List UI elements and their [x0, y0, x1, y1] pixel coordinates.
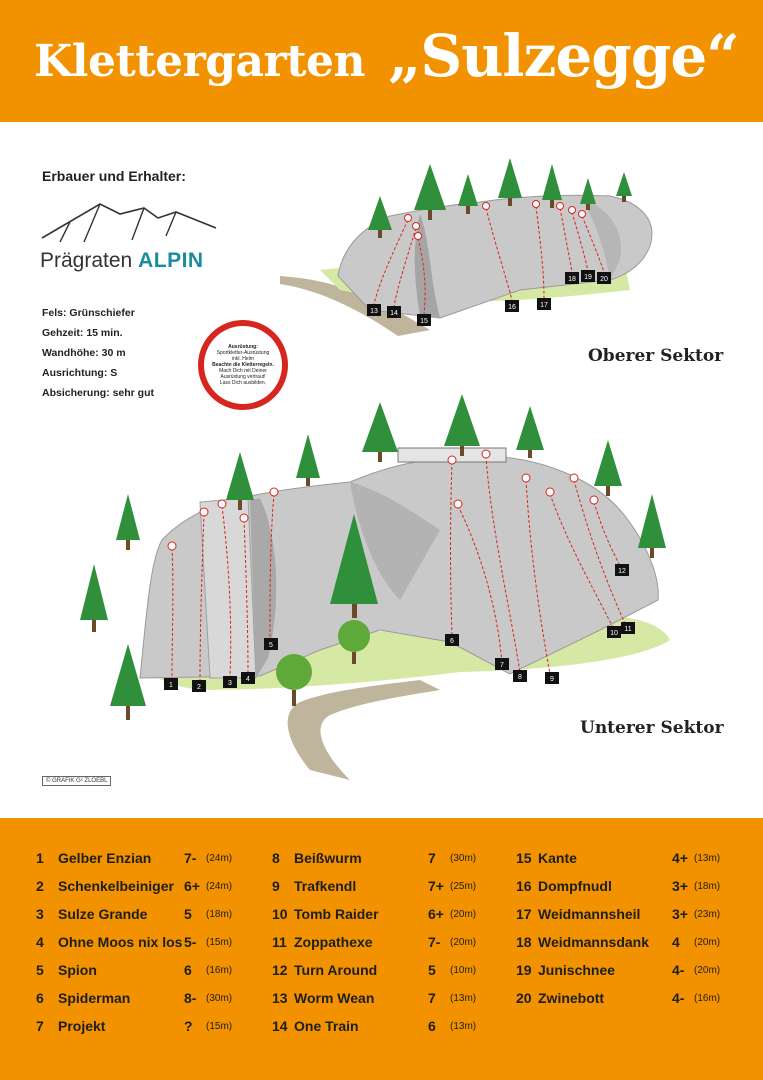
route-number: 14 [272, 1018, 288, 1034]
fact-wall-height: Wandhöhe: 30 m [42, 347, 126, 359]
route-grade: 7- [428, 934, 441, 950]
fact-protection: Absicherung: sehr gut [42, 387, 155, 399]
route-marker-3 [223, 676, 237, 688]
route-name: Trafkendl [294, 878, 357, 894]
route-number: 16 [516, 878, 532, 894]
route-marker-8 [513, 670, 527, 682]
fact-rock: Fels: Grünschiefer [42, 307, 135, 319]
route-grade: 7 [428, 990, 436, 1006]
route-row-11 [272, 934, 502, 952]
builder-label: Erbauer und Erhalter: [42, 168, 186, 184]
route-name: Projekt [58, 1018, 106, 1034]
notice-line-1: Ausrüstung: [228, 344, 258, 350]
route-row-14 [272, 1018, 502, 1036]
upper-sector-label: Oberer Sektor [588, 346, 724, 366]
route-marker-16 [505, 300, 519, 312]
route-marker-10 [607, 626, 621, 638]
route-length: (13m) [450, 993, 477, 1004]
route-name: Dompfnudl [538, 878, 612, 894]
route-number: 3 [36, 906, 44, 922]
svg-text:15: 15 [420, 318, 428, 325]
svg-text:11: 11 [624, 626, 632, 633]
route-name: Gelber Enzian [58, 850, 152, 866]
copyright-note: © GRAFIK G² ZLOEBL [42, 776, 111, 786]
route-number: 13 [272, 990, 288, 1006]
route-grade: 3+ [672, 878, 688, 894]
header-banner [0, 0, 763, 122]
svg-text:13: 13 [370, 308, 378, 315]
svg-text:1: 1 [169, 682, 173, 689]
notice-line-3: inkl. Helm [232, 356, 254, 362]
svg-text:12: 12 [618, 568, 626, 575]
svg-text:8: 8 [518, 674, 522, 681]
title-sulzegge: „Sulzegge“ [388, 22, 739, 90]
notice-line-4: Beachte die Kletterregeln. [212, 362, 274, 368]
route-marker-19 [581, 270, 595, 282]
logo-text-main: Prägraten [40, 249, 133, 272]
route-name: Weidmannsheil [538, 906, 641, 922]
route-row-15 [516, 850, 746, 868]
mountain-outline-icon [40, 198, 220, 246]
route-number: 15 [516, 850, 532, 866]
route-row-3 [36, 906, 266, 924]
notice-line-7: Lass Dich ausbilden. [219, 380, 267, 386]
route-marker-7 [495, 658, 509, 670]
svg-text:5: 5 [269, 642, 273, 649]
route-grade: ? [184, 1018, 193, 1034]
route-name: Tomb Raider [294, 906, 379, 922]
svg-text:18: 18 [568, 276, 576, 283]
route-row-10 [272, 906, 502, 924]
route-row-12 [272, 962, 502, 980]
route-name: Kante [538, 850, 577, 866]
route-name: Zwinebott [538, 990, 605, 1006]
route-grade: 3+ [672, 906, 688, 922]
route-number: 19 [516, 962, 532, 978]
svg-text:6: 6 [450, 638, 454, 645]
svg-text:19: 19 [584, 274, 592, 281]
route-length: (30m) [206, 993, 233, 1004]
fact-orientation: Ausrichtung: S [42, 367, 118, 379]
route-name: Junischnee [538, 962, 616, 978]
route-name: Ohne Moos nix los [58, 934, 183, 950]
route-marker-1 [164, 678, 178, 690]
route-length: (20m) [450, 909, 477, 920]
route-grade: 4+ [672, 850, 688, 866]
route-list-footer [0, 818, 763, 1080]
logo-text [40, 249, 204, 273]
fact-approach: Gehzeit: 15 min. [42, 327, 123, 339]
route-length: (10m) [450, 965, 477, 976]
route-marker-9 [545, 672, 559, 684]
route-number: 10 [272, 906, 288, 922]
route-length: (24m) [206, 853, 233, 864]
route-length: (30m) [450, 853, 477, 864]
route-row-2 [36, 878, 266, 896]
route-name: Spion [58, 962, 97, 978]
route-row-18 [516, 934, 746, 952]
route-grade: 6+ [428, 906, 444, 922]
route-row-8 [272, 850, 502, 868]
route-name: Worm Wean [294, 990, 375, 1006]
svg-text:20: 20 [600, 276, 608, 283]
route-length: (16m) [206, 965, 233, 976]
route-row-6 [36, 990, 266, 1008]
svg-text:4: 4 [246, 676, 250, 683]
svg-text:17: 17 [540, 302, 548, 309]
route-length: (20m) [450, 937, 477, 948]
route-grade: 6 [428, 1018, 436, 1034]
route-number: 20 [516, 990, 532, 1006]
route-row-20 [516, 990, 746, 1008]
route-name: Sulze Grande [58, 906, 148, 922]
logo-text-accent: ALPIN [138, 249, 204, 272]
route-marker-2 [192, 680, 206, 692]
route-grade: 5- [184, 934, 197, 950]
route-number: 8 [272, 850, 280, 866]
route-length: (15m) [206, 1021, 233, 1032]
route-length: (13m) [694, 853, 721, 864]
route-name: Turn Around [294, 962, 378, 978]
route-number: 5 [36, 962, 44, 978]
route-length: (18m) [694, 881, 721, 892]
route-row-17 [516, 906, 746, 924]
svg-text:3: 3 [228, 680, 232, 687]
route-grade: 6 [184, 962, 192, 978]
route-grade: 5 [184, 906, 192, 922]
route-length: (13m) [450, 1021, 477, 1032]
route-length: (18m) [206, 909, 233, 920]
route-length: (20m) [694, 965, 721, 976]
svg-text:7: 7 [500, 662, 504, 669]
route-length: (23m) [694, 909, 721, 920]
lower-sector-label: Unterer Sektor [580, 718, 724, 738]
route-marker-11 [621, 622, 635, 634]
route-row-13 [272, 990, 502, 1008]
route-row-5 [36, 962, 266, 980]
route-name: One Train [294, 1018, 359, 1034]
route-grade: 7 [428, 850, 436, 866]
crag-facts [42, 303, 154, 403]
route-marker-6 [445, 634, 459, 646]
route-number: 12 [272, 962, 288, 978]
route-marker-20 [597, 272, 611, 284]
route-grade: 8- [184, 990, 197, 1006]
svg-text:9: 9 [550, 676, 554, 683]
route-grade: 4 [672, 934, 680, 950]
route-row-19 [516, 962, 746, 980]
route-name: Weidmannsdank [538, 934, 649, 950]
route-row-1 [36, 850, 266, 868]
notice-line-2: Sportkletter-Ausrüstung [216, 350, 270, 356]
route-grade: 4- [672, 962, 685, 978]
route-length: (20m) [694, 937, 721, 948]
route-name: Zoppathexe [294, 934, 373, 950]
notice-line-5: Mach Dich mit Deiner [219, 368, 267, 374]
route-row-9 [272, 878, 502, 896]
route-number: 18 [516, 934, 532, 950]
route-name: Spiderman [58, 990, 131, 1006]
route-number: 6 [36, 990, 44, 1006]
route-marker-14 [387, 306, 401, 318]
route-row-16 [516, 878, 746, 896]
upper-sector-illustration [280, 150, 660, 340]
route-number: 1 [36, 850, 44, 866]
route-number: 11 [272, 934, 287, 950]
route-number: 4 [36, 934, 44, 950]
route-marker-13 [367, 304, 381, 316]
title-klettergarten: Klettergarten [34, 36, 366, 87]
route-grade: 4- [672, 990, 685, 1006]
route-name: Schenkelbeiniger [58, 878, 174, 894]
route-grade: 5 [428, 962, 436, 978]
route-marker-4 [241, 672, 255, 684]
route-length: (16m) [694, 993, 721, 1004]
route-number: 17 [516, 906, 532, 922]
route-row-4 [36, 934, 266, 952]
route-marker-5 [264, 638, 278, 650]
svg-text:2: 2 [197, 684, 201, 691]
route-number: 9 [272, 878, 280, 894]
notice-line-6: Ausrüstung vertraut! [220, 374, 266, 380]
route-marker-15 [417, 314, 431, 326]
svg-text:10: 10 [610, 630, 618, 637]
svg-text:14: 14 [390, 310, 398, 317]
route-length: (15m) [206, 937, 233, 948]
route-length: (24m) [206, 881, 233, 892]
svg-text:16: 16 [508, 304, 516, 311]
route-number: 2 [36, 878, 44, 894]
route-length: (25m) [450, 881, 477, 892]
route-marker-12 [615, 564, 629, 576]
route-name: Beißwurm [294, 850, 362, 866]
lower-path [288, 680, 440, 780]
route-marker-18 [565, 272, 579, 284]
route-grade: 7- [184, 850, 197, 866]
route-grade: 7+ [428, 878, 444, 894]
route-grade: 6+ [184, 878, 200, 894]
route-number: 7 [36, 1018, 44, 1034]
route-row-7 [36, 1018, 266, 1036]
route-marker-17 [537, 298, 551, 310]
